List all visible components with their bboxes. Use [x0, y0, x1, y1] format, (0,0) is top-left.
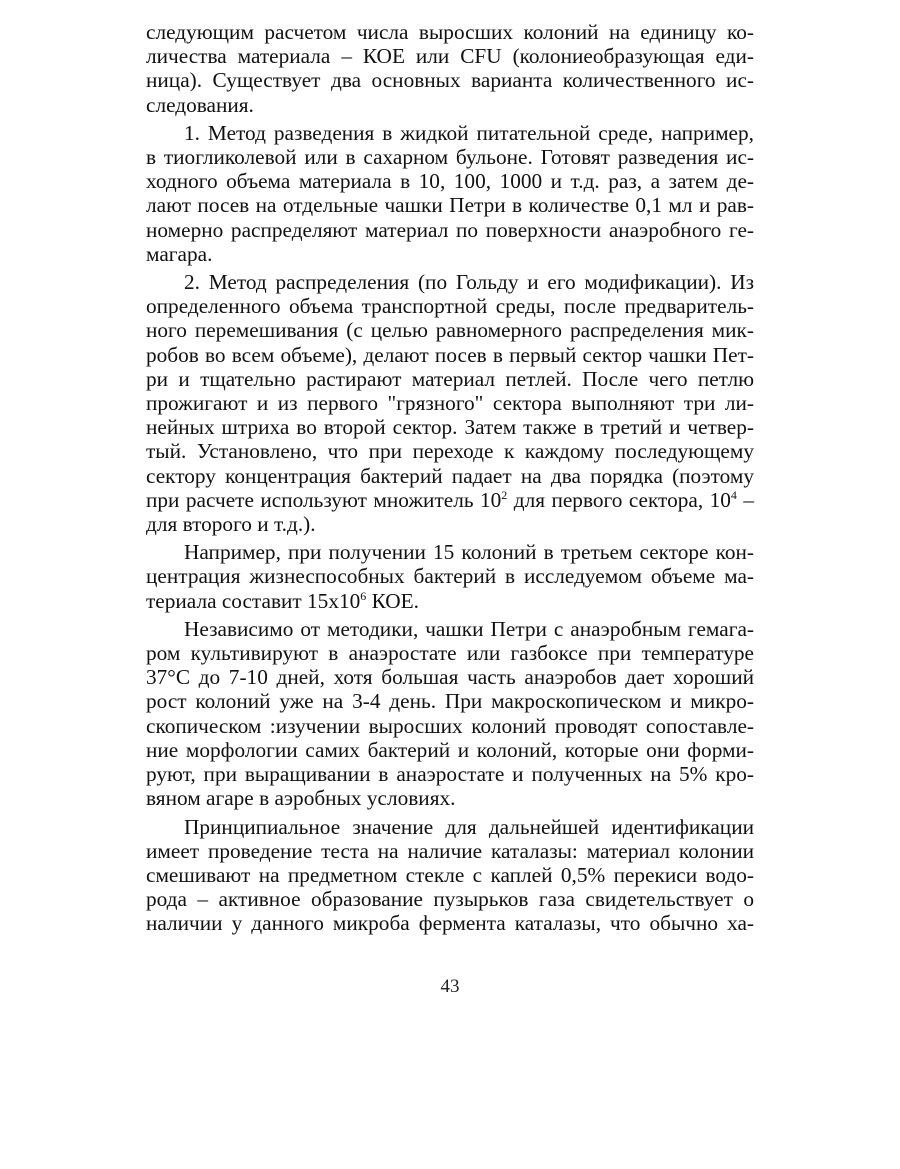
paragraph-intro	[146, 20, 754, 117]
text-line: ходного объема материала в 10, 100, 1000 и т.д. раз, а затем де-	[146, 169, 754, 194]
text-line: ри и тщательно растирают материал петлей. После чего петлю	[146, 366, 754, 391]
formula-text: при расчете используют множитель 10	[146, 487, 502, 512]
text-line: ного перемешивания (с целью равномерного распределения мик-	[146, 318, 754, 343]
paragraph-dilution-method	[146, 121, 754, 266]
exponent: 4	[730, 487, 737, 502]
text-line: лают посев на отдельные чашки Петри в количестве 0,1 мл и рав-	[146, 193, 754, 218]
text-line: имеет проведение теста на наличие каталазы: материал колонии	[146, 838, 754, 863]
formula-text: –	[736, 487, 754, 512]
text-line: для второго и т.д.).	[146, 512, 316, 537]
text-line: следования.	[146, 92, 254, 117]
text-line: в тиогликолевой или в сахарном бульоне. Готовят разведения ис-	[146, 145, 754, 170]
text-line: руют, при выращивании в анаэростате и полученных на 5% кро-	[146, 762, 754, 787]
text-line: номерно распределяют материал по поверхности анаэробного ге-	[146, 217, 754, 242]
text-line: прожигают и из первого "грязного" сектора выполняют три ли-	[146, 391, 754, 416]
text-line: тый. Установлено, что при переходе к каждому последующему	[146, 439, 754, 464]
text-line: рода – активное образование пузырьков газа свидетельствует о	[146, 887, 754, 912]
text-line: ние морфологии самих бактерий и колоний, которые они форми-	[146, 737, 754, 762]
text-line: нейных штриха во второй сектор. Затем также в третий и четвер-	[146, 415, 754, 440]
text-line: 37°С до 7-10 дней, хотя большая часть анаэробов дает хороший	[146, 665, 754, 690]
text-line: ница). Существует два основных варианта количественного ис-	[146, 68, 754, 93]
paragraph-example	[146, 540, 754, 613]
text-line: смешивают на предметном стекле с каплей 0,5% перекиси водо-	[146, 862, 754, 887]
paragraph-cultivation	[146, 617, 754, 811]
text-line: ром культивируют в анаэростате или газбоксе при температуре	[146, 641, 754, 666]
text-line: 1. Метод разведения в жидкой питательной среде, например,	[184, 120, 754, 145]
text-line: 2. Метод распределения (по Гольду и его модификации). Из	[184, 270, 754, 295]
exponent: 6	[360, 588, 367, 603]
text-line: определенного объема транспортной среды, после предваритель-	[146, 294, 754, 319]
text-line: центрация жизнеспособных бактерий в исследуемом объеме ма-	[146, 564, 754, 589]
text-line: магара.	[146, 241, 213, 266]
paragraph-catalase-test	[146, 815, 754, 936]
text-line: Принципиальное значение для дальнейшей идентификации	[184, 814, 754, 839]
text-line: рост колоний уже на 3-4 день. При макроскопическом и микро-	[146, 689, 754, 714]
formula-text: для первого сектора, 10	[507, 487, 731, 512]
formula-text: териала составит 15x10	[146, 588, 361, 613]
text-line: робов во всем объеме), делают посев в первый сектор чашки Пет-	[146, 342, 754, 367]
text-line: личества материала – КОЕ или CFU (колониеобразующая еди-	[146, 44, 754, 69]
text-line-formula	[146, 488, 754, 512]
text-line: Например, при получении 15 колоний в третьем секторе кон-	[184, 540, 754, 565]
text-line: наличии у данного микроба фермента каталазы, что обычно ха-	[146, 911, 754, 936]
exponent: 2	[501, 487, 508, 502]
text-line-formula	[146, 589, 754, 613]
text-line: вяном агаре в аэробных условиях.	[146, 786, 456, 811]
text-line: следующим расчетом числа выросших колоний на единицу ко-	[146, 20, 754, 44]
paragraph-distribution-method	[146, 270, 754, 536]
body-text	[146, 20, 754, 936]
text-line: сектору концентрация бактерий падает на два порядка (поэтому	[146, 463, 754, 488]
text-line: скопическом :изучении выросших колоний проводят сопоставле-	[146, 713, 754, 738]
text-line: Независимо от методики, чашки Петри с анаэробным гемага-	[184, 616, 754, 641]
formula-text: КОЕ.	[366, 588, 419, 613]
page-number: 43	[440, 976, 460, 997]
